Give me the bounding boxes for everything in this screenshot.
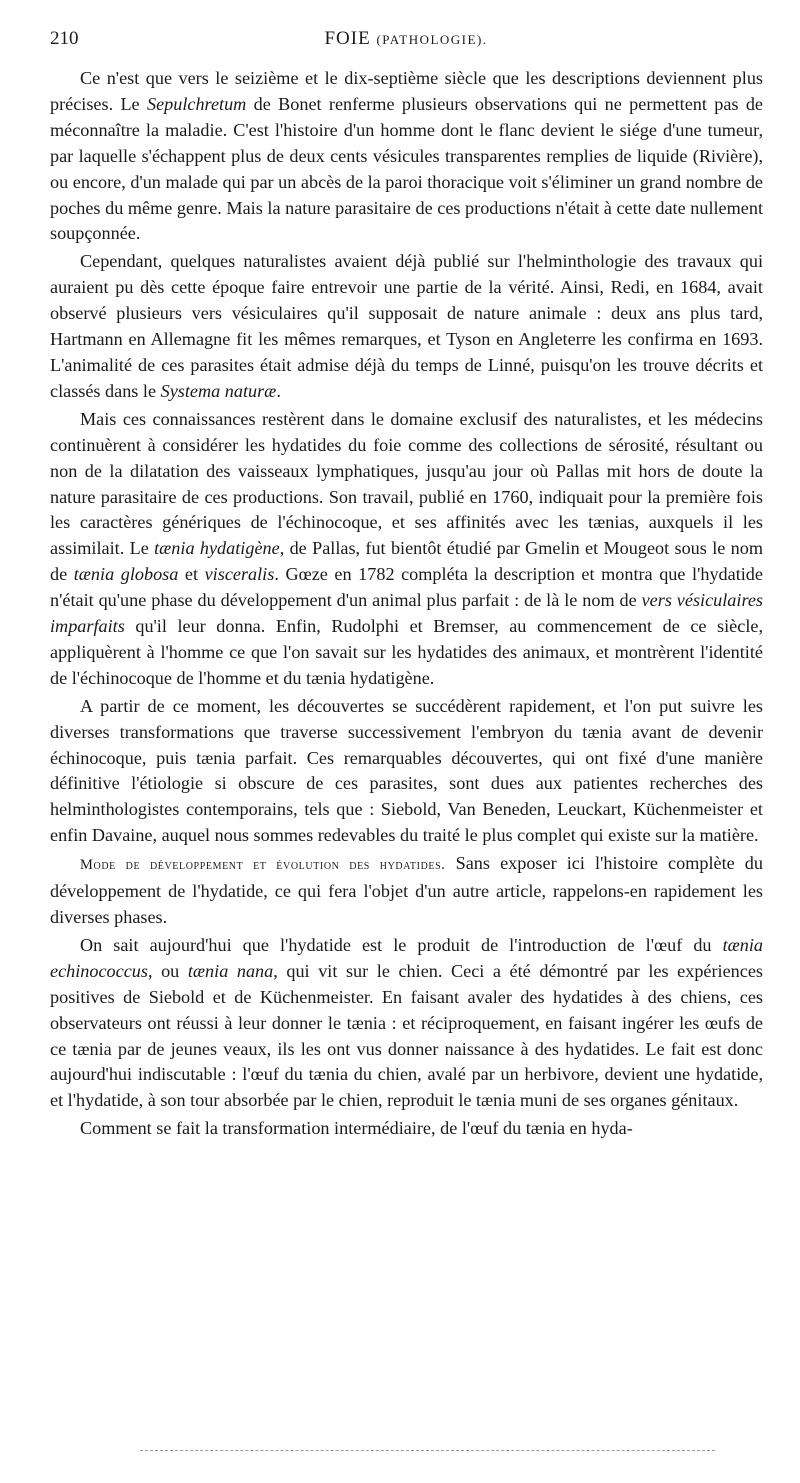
- page-number: 210: [50, 28, 79, 49]
- italic-term-taenia-echinococcus: tænia echinococcus: [50, 934, 763, 981]
- body-text: [50, 66, 763, 1144]
- italic-term-systema-naturae: Systema naturæ: [160, 380, 277, 401]
- italic-term-sepulchretum: Sepulchretum: [146, 93, 247, 114]
- paragraph-mode-developpement: Mode de développement et évolution des hydatides. Sans exposer ici l'histoire complète du développement de l'hydatide, ce qui fera l'objet d'un autre article, rappelons-en rapidement les diverses phases.: [50, 853, 763, 927]
- paragraph-naturalistes: Cependant, quelques naturalistes avaient déjà publié sur l'helminthologie des travaux qui auraient pu dès cette époque faire entrevoir une partie de la vérité. Ainsi, Redi, en 1684, avait observé plusieurs vers vésiculaires qu'il supposait de nature animale : deux ans plus tard, Hartmann en Allemagne fit les mêmes remarques, et Tyson en Angleterre les confirma en 1693. L'animalité de ces parasites était admise déjà du temps de Linné, puisqu'on les trouve décrits et classés dans le Systema naturæ.: [50, 251, 763, 401]
- paragraph-historique-seizieme-siecle: Ce n'est que vers le seizième et le dix-septième siècle que les descriptions deviennent plus précises. Le Sepulchretum de Bonet renferme plusieurs observations qui ne permettent pas de méconnaître la maladie. C'est l'histoire d'un homme dont le flanc devient le siége d'une tumeur, par laquelle s'échappent plus de deux cents vésicules transparentes remplies de liquide (Rivière), ou encore, d'un malade qui par un abcès de la paroi thoracique voit s'éliminer un grand nombre de poches du même genre. Mais la nature parasitaire de ces productions n'était à cette date nullement soupçonnée.: [50, 68, 763, 244]
- italic-term-vers-vesiculaires: vers vésiculaires imparfaits: [50, 590, 764, 637]
- italic-term-taenia-globosa: tænia globosa: [73, 564, 179, 585]
- paragraph-transformation: Comment se fait la transformation intermédiaire, de l'œuf du tænia en hyda-: [80, 1118, 633, 1139]
- italic-term-visceralis: visceralis: [204, 564, 275, 585]
- running-title-subtitle: (PATHOLOGIE).: [376, 32, 488, 47]
- paragraph-pallas: Mais ces connaissances restèrent dans le domaine exclusif des naturalistes, et les médecins continuèrent à considérer les hydatides du foie comme des collections de sérosité, résultant ou non de la dilatation des vaisseaux lymphatiques, jusqu'au jour où Pallas mit hors de doute la nature parasitaire de ces productions. Son travail, publié en 1760, indiquait pour la première fois les caractères génériques de l'échinocoque, et ses affinités avec les tænias, auxquels il les assimilait. Le tænia hydatigène, de Pallas, fut bientôt étudié par Gmelin et Mougeot sous le nom de tænia globosa et visceralis. Gœze en 1782 compléta la description et montra que l'hydatide n'était qu'une phase du développement d'un animal plus parfait : de là le nom de vers vésiculaires imparfaits qu'il leur donna. Enfin, Rudolphi et Bremser, au commencement de ce siècle, appliquèrent à l'homme ce que l'on savait sur les hydatides des animaux, et montrèrent l'identité de l'échinocoque de l'homme et du tænia hydatigène.: [50, 408, 764, 688]
- footer-rule: [140, 1450, 715, 1451]
- running-title-main: FOIE: [324, 28, 371, 49]
- italic-term-taenia-nana: tænia nana: [187, 960, 274, 981]
- running-title: [50, 28, 762, 50]
- page-header: [50, 28, 762, 60]
- paragraph-decouvertes: A partir de ce moment, les découvertes se succédèrent rapidement, et l'on put suivre les diverses transformations que traverse successivement l'embryon du tænia avant de devenir échinocoque, puis tænia parfait. Ces remarquables découvertes, qui ont fixé d'une manière définitive l'étiologie si obscure de ces parasites, sont dues aux patientes recherches des helminthologistes contemporains, tels que : Siebold, Van Beneden, Leuckart, Küchenmeister et enfin Davaine, auquel nous sommes redevables du traité le plus complet qui existe sur la matière.: [50, 695, 763, 846]
- italic-term-taenia-hydatigene: tænia hydatigène: [154, 538, 280, 559]
- section-heading-mode-developpement: Mode de développement et évolution des hydatides.: [80, 857, 446, 874]
- paragraph-oeuf-taenia: On sait aujourd'hui que l'hydatide est le produit de l'introduction de l'œuf du tænia echinococcus, ou tænia nana, qui vit sur le chien. Ceci a été démontré par les expériences positives de Siebold et de Küchenmeister. En faisant avaler des hydatides à des chiens, ces observateurs ont réussi à leur donner le tænia : et réciproquement, en faisant ingérer les œufs de ce tænia par de jeunes veaux, ils les ont vus donner naissance à des hydatides. Le fait est donc aujourd'hui indiscutable : l'œuf du tænia du chien, avalé par un herbivore, devient une hydatide, et l'hydatide, à son tour absorbée par le chien, reproduit le tænia muni de ses organes génitaux.: [50, 934, 763, 1111]
